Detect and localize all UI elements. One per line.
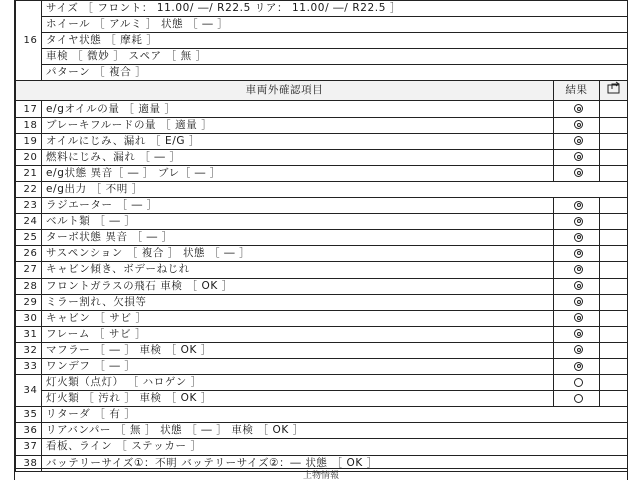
double-circle-icon: [574, 152, 583, 161]
double-circle-icon: [574, 104, 583, 113]
table-row: [16, 133, 628, 149]
result-cell: [554, 310, 600, 326]
note-cell: [600, 375, 628, 391]
double-circle-icon: [574, 233, 583, 242]
note-cell: [600, 326, 628, 342]
item-label: 燃料にじみ、漏れ ［ ― ］: [42, 149, 554, 165]
item-label: ホイール ［ アルミ ］ 状態 ［ ― ］: [42, 17, 628, 33]
item-label: 看板、ライン ［ ステッカー ］: [42, 439, 628, 455]
double-circle-icon: [574, 168, 583, 177]
table-row: [16, 294, 628, 310]
note-cell: [600, 391, 628, 407]
table-row: [16, 17, 628, 33]
result-cell: [554, 230, 600, 246]
item-label: e/g状態 異音［ ― ］ ブレ［ ― ］: [42, 165, 554, 181]
result-cell: [554, 326, 600, 342]
item-label: タイヤ状態 ［ 摩耗 ］: [42, 33, 628, 49]
item-number: 16: [16, 1, 42, 81]
item-number: 34: [16, 375, 42, 407]
table-row: [16, 262, 628, 278]
note-cell: [600, 165, 628, 181]
item-label: サイズ ［ フロント： 11.00/ ―/ R22.5 リア： 11.00/ ―/ R22.5 ］: [42, 1, 628, 17]
item-number: 33: [16, 358, 42, 374]
share-icon: [603, 81, 625, 95]
double-circle-icon: [574, 136, 583, 145]
note-cell: [600, 342, 628, 358]
note-cell: [600, 198, 628, 214]
item-label: ベルト類 ［ ― ］: [42, 214, 554, 230]
table-row: [16, 278, 628, 294]
item-label: バッテリーサイズ①：不明 バッテリーサイズ②：― 状態 ［ OK ］: [42, 455, 628, 471]
table-row: [16, 117, 628, 133]
result-cell: [554, 278, 600, 294]
item-number: 31: [16, 326, 42, 342]
share-button[interactable]: [600, 81, 628, 101]
section-title-upper: 上物情報: [15, 468, 627, 481]
item-label: オイルにじみ、漏れ ［ E/G ］: [42, 133, 554, 149]
result-cell: [554, 246, 600, 262]
item-label: キャビン傾き、ボデーねじれ: [42, 262, 554, 278]
item-number: 17: [16, 101, 42, 117]
item-label: 車検 ［ 微妙 ］ スペア ［ 無 ］: [42, 49, 628, 65]
result-cell: [554, 342, 600, 358]
item-label: ワンデフ ［ ― ］: [42, 358, 554, 374]
inspection-sheet: [14, 0, 628, 480]
table-row: [16, 423, 628, 439]
section-header-row: [16, 81, 628, 101]
item-label: e/g出力 ［ 不明 ］: [42, 181, 628, 197]
item-number: 32: [16, 342, 42, 358]
double-circle-icon: [574, 265, 583, 274]
note-cell: [600, 117, 628, 133]
table-row: [16, 65, 628, 81]
note-cell: [600, 358, 628, 374]
item-number: 24: [16, 214, 42, 230]
double-circle-icon: [574, 281, 583, 290]
item-number: 18: [16, 117, 42, 133]
item-number: 38: [16, 455, 42, 471]
section-title: 車両外確認項目: [16, 81, 554, 101]
table-row: [16, 1, 628, 17]
table-row: [16, 326, 628, 342]
item-label: 灯火類（点灯） ［ ハロゲン ］: [42, 375, 554, 391]
item-number: 21: [16, 165, 42, 181]
result-cell: [554, 117, 600, 133]
circle-icon: [574, 394, 583, 403]
inspection-table-body: [16, 1, 628, 472]
result-cell: [554, 391, 600, 407]
note-cell: [600, 133, 628, 149]
item-label: パターン ［ 複合 ］: [42, 65, 628, 81]
table-row: [16, 391, 628, 407]
item-label: 灯火類 ［ 汚れ ］ 車検 ［ OK ］: [42, 391, 554, 407]
item-label: リアバンパー ［ 無 ］ 状態 ［ ― ］ 車検 ［ OK ］: [42, 423, 628, 439]
item-number: 25: [16, 230, 42, 246]
double-circle-icon: [574, 120, 583, 129]
item-label: フレーム ［ サビ ］: [42, 326, 554, 342]
result-cell: [554, 165, 600, 181]
note-cell: [600, 230, 628, 246]
item-number: 30: [16, 310, 42, 326]
item-label: ブレーキフルードの量 ［ 適量 ］: [42, 117, 554, 133]
result-cell: [554, 133, 600, 149]
double-circle-icon: [574, 313, 583, 322]
result-cell: [554, 375, 600, 391]
item-number: 35: [16, 407, 42, 423]
item-label: キャビン ［ サビ ］: [42, 310, 554, 326]
table-row: [16, 439, 628, 455]
note-cell: [600, 214, 628, 230]
inspection-table: [15, 0, 628, 472]
item-number: 22: [16, 181, 42, 197]
table-row: [16, 33, 628, 49]
result-column-header: 結果: [554, 81, 600, 101]
item-number: 26: [16, 246, 42, 262]
result-cell: [554, 262, 600, 278]
result-cell: [554, 214, 600, 230]
item-label: ラジエーター ［ ― ］: [42, 198, 554, 214]
item-number: 27: [16, 262, 42, 278]
table-row: [16, 49, 628, 65]
double-circle-icon: [574, 345, 583, 354]
circle-icon: [574, 378, 583, 387]
item-label: フロントガラスの飛石 車検 ［ OK ］: [42, 278, 554, 294]
item-label: リターダ ［ 有 ］: [42, 407, 628, 423]
table-row: [16, 230, 628, 246]
note-cell: [600, 246, 628, 262]
table-row: [16, 214, 628, 230]
note-cell: [600, 101, 628, 117]
table-row: [16, 101, 628, 117]
result-cell: [554, 101, 600, 117]
result-cell: [554, 294, 600, 310]
result-cell: [554, 149, 600, 165]
note-cell: [600, 262, 628, 278]
item-number: 29: [16, 294, 42, 310]
table-row: [16, 342, 628, 358]
item-label: サスペンション ［ 複合 ］ 状態 ［ ― ］: [42, 246, 554, 262]
double-circle-icon: [574, 249, 583, 258]
double-circle-icon: [574, 362, 583, 371]
item-label: ターボ状態 異音 ［ ― ］: [42, 230, 554, 246]
table-row: [16, 246, 628, 262]
item-label: マフラー ［ ― ］ 車検 ［ OK ］: [42, 342, 554, 358]
item-number: 20: [16, 149, 42, 165]
double-circle-icon: [574, 297, 583, 306]
table-row: [16, 181, 628, 197]
item-number: 36: [16, 423, 42, 439]
table-row: [16, 407, 628, 423]
note-cell: [600, 310, 628, 326]
double-circle-icon: [574, 217, 583, 226]
item-label: e/gオイルの量 ［ 適量 ］: [42, 101, 554, 117]
table-row: [16, 375, 628, 391]
table-row: [16, 149, 628, 165]
note-cell: [600, 149, 628, 165]
item-number: 19: [16, 133, 42, 149]
double-circle-icon: [574, 329, 583, 338]
item-number: 23: [16, 198, 42, 214]
note-cell: [600, 294, 628, 310]
result-cell: [554, 198, 600, 214]
double-circle-icon: [574, 201, 583, 210]
table-row: [16, 165, 628, 181]
item-number: 28: [16, 278, 42, 294]
item-number: 37: [16, 439, 42, 455]
table-row: [16, 358, 628, 374]
item-label: ミラー割れ、欠損等: [42, 294, 554, 310]
table-row: [16, 310, 628, 326]
result-cell: [554, 358, 600, 374]
table-row: [16, 198, 628, 214]
note-cell: [600, 278, 628, 294]
